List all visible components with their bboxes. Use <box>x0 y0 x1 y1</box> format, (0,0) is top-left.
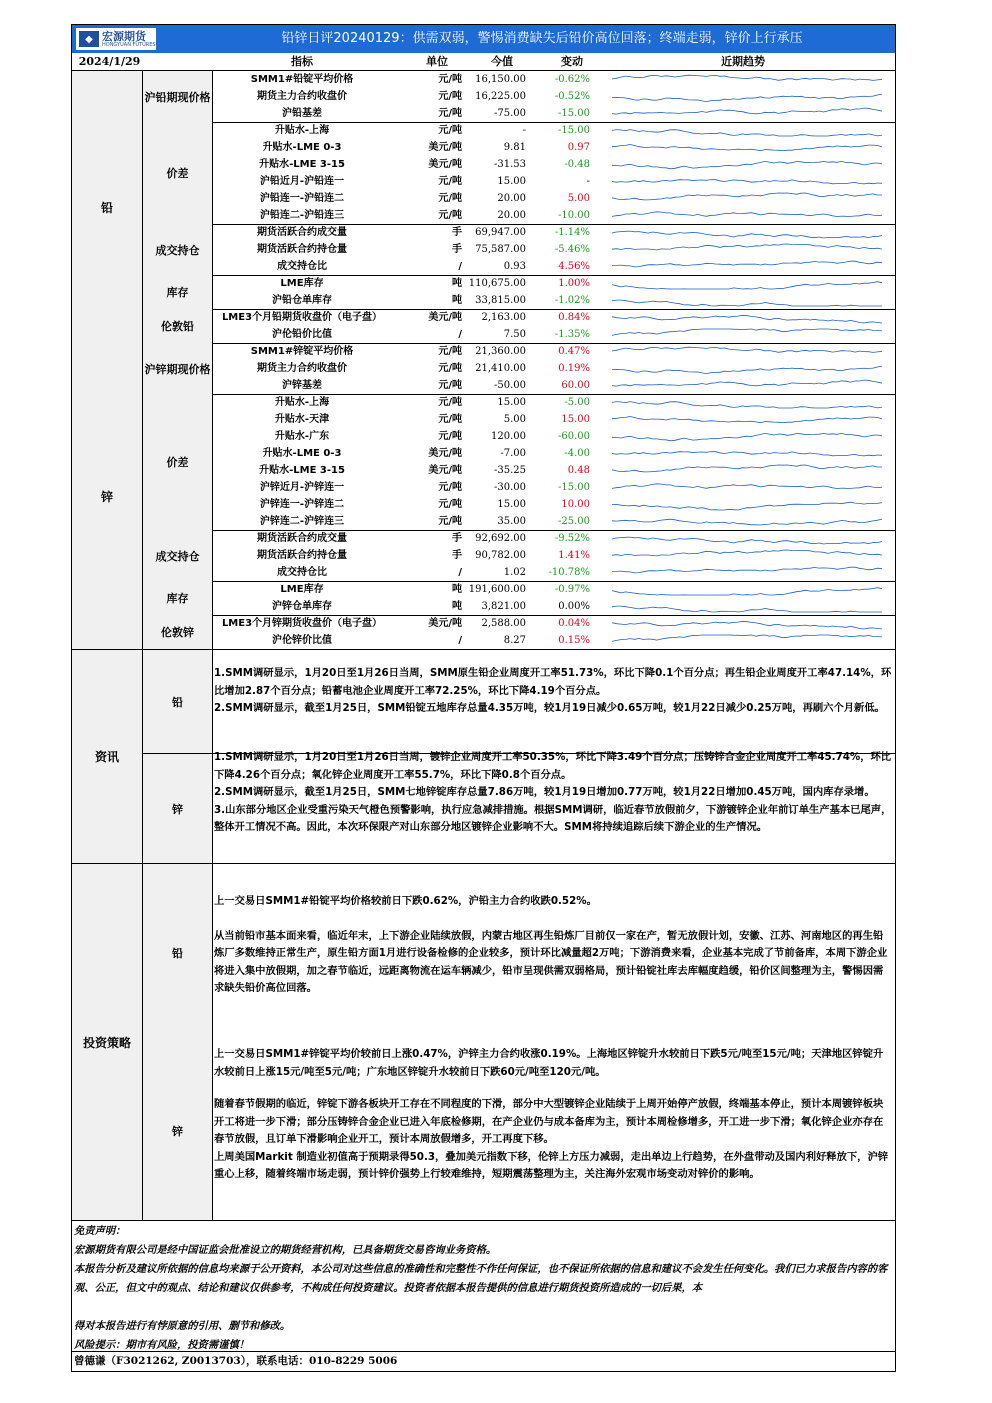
sparkline-path <box>612 244 882 250</box>
sparkline-path <box>612 108 882 114</box>
trend-sparkline <box>592 292 894 309</box>
zinc-group-label: 伦敦锌 <box>143 615 212 649</box>
indicator-unit: 吨 <box>452 295 462 306</box>
indicator-unit: 手 <box>452 227 462 238</box>
indicator-name: 升贴水-天津 <box>274 414 330 425</box>
indicator-value: 69,947.00 <box>475 227 526 238</box>
indicator-value: 120.00 <box>491 431 526 442</box>
disclaimer-line2: 本报告分析及建议所依据的信息均来源于公开资料，本公司对这些信息的准确性和完整性不作任何保证，也不保证所依据的信息和建议不会发生任何变化。我们已力求报告内容的客观、公正，但文中的观点、结论和建议仅供参考，不构成任何投资建议。投资者依据本报告提供的信息进行期货投资所造成的一切后果，本 <box>74 1263 888 1294</box>
indicator-value: 9.81 <box>503 142 526 153</box>
indicator-change: -9.52% <box>554 533 590 544</box>
indicator-change: -1.02% <box>554 295 590 306</box>
sparkline-path <box>612 261 882 267</box>
indicator-unit: 元/吨 <box>438 193 462 204</box>
trend-sparkline <box>592 479 894 496</box>
sparkline-path <box>612 347 882 352</box>
sparkline-path <box>612 635 882 641</box>
indicator-change: 0.00% <box>558 601 590 612</box>
indicator-change: -15.00 <box>557 125 590 136</box>
trend-sparkline <box>592 632 894 649</box>
indicator-name: 沪锌仓单库存 <box>272 601 332 612</box>
zinc-group-label: 库存 <box>143 581 212 615</box>
zinc-group-label: 价差 <box>143 394 212 530</box>
indicator-unit: 元/吨 <box>438 499 462 510</box>
indicator-name: 期货活跃合约成交量 <box>257 533 347 544</box>
trend-sparkline <box>592 105 894 122</box>
indicator-value: 2,163.00 <box>481 312 526 323</box>
indicator-unit: 吨 <box>452 584 462 595</box>
strategy-vline2 <box>212 864 213 1220</box>
indicator-change: 0.19% <box>558 363 590 374</box>
indicator-value: 16,225.00 <box>475 91 526 102</box>
indicator-change: 5.00 <box>567 193 590 204</box>
indicator-change: -4.00 <box>564 448 590 459</box>
strategy-zinc-text <box>214 1046 892 1201</box>
indicator-name: LME3个月锌期货收盘价（电子盘） <box>221 618 383 629</box>
indicator-change: 0.84% <box>558 312 590 323</box>
report-sheet <box>71 24 896 1372</box>
indicator-name: 沪铅连一-沪铅连二 <box>259 193 345 204</box>
indicator-value: -7.00 <box>500 448 526 459</box>
indicator-unit: 手 <box>452 533 462 544</box>
trend-sparkline <box>592 343 894 360</box>
sparkline-path <box>612 212 882 217</box>
indicator-name: 升贴水-LME 3-15 <box>259 159 345 170</box>
trend-sparkline <box>592 224 894 241</box>
indicator-change: -10.00 <box>557 210 590 221</box>
indicator-name: 沪伦铅价比值 <box>272 329 332 340</box>
strategy-label: 投资策略 <box>72 864 142 1220</box>
indicator-name: 期货活跃合约持仓量 <box>257 244 347 255</box>
indicator-name: 期货主力合约收盘价 <box>257 91 347 102</box>
indicator-name: 成交持仓比 <box>277 261 327 272</box>
strategy-lead-p1: 上一交易日SMM1#铅锭平均价格较前日下跌0.62%，沪铅主力合约收跌0.52%。 <box>214 895 597 907</box>
indicator-name: 期货主力合约收盘价 <box>257 363 347 374</box>
indicator-value: 75,587.00 <box>475 244 526 255</box>
indicator-change: -15.00 <box>557 108 590 119</box>
strategy-zinc-p1: 上一交易日SMM1#锌锭平均价较前日上涨0.47%，沪锌主力合约收涨0.19%。上海地区锌锭升水较前日下跌5元/吨至15元/吨；天津地区锌锭升水较前日上涨15元/吨至5元/吨；广东地区锌锭升水较前日下跌60元/吨至120元/吨。 <box>214 1048 884 1078</box>
indicator-value: 0.93 <box>503 261 526 272</box>
strategy-lead-text <box>214 893 892 1015</box>
trend-sparkline <box>592 173 894 190</box>
sparkline-path <box>612 282 882 289</box>
indicator-unit: 元/吨 <box>438 74 462 85</box>
trend-sparkline <box>592 71 894 88</box>
sparkline-path <box>612 519 882 525</box>
indicator-name: LME库存 <box>280 584 324 595</box>
trend-sparkline <box>592 428 894 445</box>
indicator-name: 升贴水-LME 0-3 <box>262 448 342 459</box>
indicator-unit: 元/吨 <box>438 210 462 221</box>
indicator-change: -1.35% <box>554 329 590 340</box>
trend-sparkline <box>592 564 894 581</box>
sparkline-path <box>612 193 882 200</box>
news-zinc-text: 1.SMM调研显示，1月20日至1月26日当周，镀锌企业周度开工率50.35%，环比下降3.49个百分点；压铸锌合金企业周度开工率45.74%，环比下降4.26个百分点；氧化锌企业周度开工率55.7%，环比下降0.8个百分点。 2.SMM调研显示，截至1月25日，SMM七地锌锭库存总量7.86万吨，较1月19日增加0.77万吨，较1月22日增加0.45万吨，国内库存录增。 3.山东部分地区企业受重污染天气橙色预警影响，执行应急减排措施。根据SMM调研，临近春节放假前夕，下游镀锌企业年前订单生产基本已尾声，整体开工情况不高。因此，本次环保限产对山东部分地区镀锌企业影响不大。SMM将持续追踪后续下游企业的生产情况。 <box>214 751 892 833</box>
indicator-change: 1.00% <box>558 278 590 289</box>
indicator-change: -1.14% <box>554 227 590 238</box>
indicator-unit: 元/吨 <box>438 125 462 136</box>
indicator-unit: 吨 <box>452 601 462 612</box>
indicator-name: 沪铅仓单库存 <box>272 295 332 306</box>
indicator-unit: 手 <box>452 244 462 255</box>
sparkline-path <box>612 380 882 386</box>
indicator-unit: / <box>458 567 462 578</box>
sparkline-path <box>612 484 882 489</box>
trend-sparkline <box>592 275 894 292</box>
trend-sparkline <box>592 411 894 428</box>
trend-sparkline <box>592 513 894 530</box>
strategy-lead-p2: 从当前铅市基本面来看，临近年末，上下游企业陆续放假，内蒙古地区再生铅炼厂目前仅一家在产，暂无放假计划，安徽、江苏、河南地区的再生铅炼厂多数维持正常生产，原生铅方面1月进行设备检修的企业较多，预计环比减量超2万吨；下游消费来看，企业基本完成了节前备库，本周下游企业将进入集中放假期，加之春节临近，远距离物流在运车辆减少，铅市呈现供需双弱格局，预计铅锭社库去库幅度趋缓，铅价区间整理为主，警惕因需求缺失铅价高位回落。 <box>214 929 888 994</box>
indicator-value: -30.00 <box>493 482 526 493</box>
indicator-value: 21,360.00 <box>475 346 526 357</box>
indicator-unit: 元/吨 <box>438 482 462 493</box>
trend-sparkline <box>592 241 894 258</box>
sparkline-path <box>612 231 882 238</box>
indicator-value: 7.50 <box>503 329 526 340</box>
trend-sparkline <box>592 122 894 139</box>
lead-group-label: 价差 <box>143 122 212 224</box>
indicator-value: 20.00 <box>497 210 526 221</box>
sparkline-path <box>612 465 882 472</box>
lead-group-label: 沪铅期现价格 <box>143 71 212 122</box>
indicator-value: - <box>522 125 526 136</box>
indicator-name: SMM1#锌锭平均价格 <box>250 346 354 357</box>
indicator-value: 35.00 <box>497 516 526 527</box>
company-logo <box>76 28 156 50</box>
sparkline-path <box>612 161 882 168</box>
lead-group-label: 库存 <box>143 275 212 309</box>
trend-sparkline <box>592 190 894 207</box>
zinc-group-label: 沪锌期现价格 <box>143 343 212 394</box>
indicator-change: 15.00 <box>561 414 590 425</box>
indicator-name: 升贴水-上海 <box>274 125 330 136</box>
indicator-change: -60.00 <box>557 431 590 442</box>
news-lead-label: 铅 <box>143 650 212 753</box>
indicator-name: 沪锌连二-沪锌连三 <box>259 516 345 527</box>
indicator-value: 15.00 <box>497 499 526 510</box>
sparkline-path <box>612 502 882 510</box>
indicator-value: -50.00 <box>493 380 526 391</box>
sparkline-path <box>612 550 882 556</box>
col-change: 变动 <box>561 55 583 68</box>
indicator-unit: 元/吨 <box>438 176 462 187</box>
trend-sparkline <box>592 258 894 275</box>
trend-sparkline <box>592 139 894 156</box>
trend-sparkline <box>592 530 894 547</box>
lead-group-label: 伦敦铅 <box>143 309 212 343</box>
indicator-value: 15.00 <box>497 176 526 187</box>
strategy-zinc-p2: 随着春节假期的临近，锌锭下游各板块开工存在不同程度的下滑，部分中大型镀锌企业陆续于上周开始停产放假，终端基本停止，预计本周镀锌板块开工将进一步下滑；部分压铸锌合金企业已进入年底检修期，在产企业仍与成本备库为主，预计本周检修增多，开工进一步下滑；氧化锌企业亦存在春节放假，且订单下滑影响企业开工，预计本周放假增多，开工再度下移。 上周美国Markit 制造业初值高于预期录得50.3，叠加美元指数下移，伦锌上方压力减弱，走出单边上行趋势，在外盘带动及国内利好释放下，沪锌重心上移，随着终端市场走弱，预计锌价强势上行较难维持，短期震荡整理为主，关注海外宏观市场变动对锌价的影响。 <box>214 1098 889 1180</box>
sparkline-path <box>612 366 882 374</box>
indicator-value: 33,815.00 <box>475 295 526 306</box>
lead-group-label: 成交持仓 <box>143 224 212 275</box>
sparkline-path <box>612 130 882 136</box>
zinc-group-label: 成交持仓 <box>143 530 212 581</box>
indicator-change: -0.52% <box>554 91 590 102</box>
indicator-change: 0.48 <box>567 465 590 476</box>
sparkline-path <box>612 621 882 629</box>
indicator-unit: 元/吨 <box>438 380 462 391</box>
indicator-change: 1.41% <box>558 550 590 561</box>
report-date: 2024/1/29 <box>78 55 141 68</box>
indicator-value: 110,675.00 <box>468 278 526 289</box>
indicator-name: 沪锌连一-沪锌连二 <box>259 499 345 510</box>
indicator-name: LME3个月铅期货收盘价（电子盘） <box>221 312 383 323</box>
indicator-name: SMM1#铅锭平均价格 <box>250 74 354 85</box>
indicator-change: 0.15% <box>558 635 590 646</box>
news-label: 资讯 <box>72 650 142 863</box>
indicator-change: 0.47% <box>558 346 590 357</box>
indicator-unit: 美元/吨 <box>428 142 462 153</box>
indicator-value: 191,600.00 <box>468 584 526 595</box>
zinc-section-label: 锌 <box>72 343 142 649</box>
sparkline-path <box>612 537 882 544</box>
indicator-unit: 美元/吨 <box>428 159 462 170</box>
footer-divider <box>72 1351 895 1352</box>
indicator-change: -0.48 <box>564 159 590 170</box>
trend-sparkline <box>592 547 894 564</box>
indicator-change: -25.00 <box>557 516 590 527</box>
sparkline-path <box>612 452 882 456</box>
indicator-name: 沪伦锌价比值 <box>272 635 332 646</box>
indicator-name: 升贴水-LME 0-3 <box>262 142 342 153</box>
indicator-name: 沪铅基差 <box>282 108 322 119</box>
indicator-unit: / <box>458 635 462 646</box>
strategy-divider-bottom <box>72 1220 895 1221</box>
logo-name: 宏源期货 <box>102 29 146 43</box>
indicator-value: -31.53 <box>493 159 526 170</box>
indicator-name: 升贴水-上海 <box>274 397 330 408</box>
indicator-unit: 美元/吨 <box>428 312 462 323</box>
trend-sparkline <box>592 496 894 513</box>
indicator-unit: 元/吨 <box>438 516 462 527</box>
logo-name-en: HONGYUAN FUTURES <box>102 41 156 48</box>
indicator-unit: 元/吨 <box>438 108 462 119</box>
indicator-change: 0.97 <box>567 142 590 153</box>
report-header <box>72 25 895 53</box>
trend-sparkline <box>592 615 894 632</box>
sparkline-path <box>612 402 882 408</box>
indicator-unit: 美元/吨 <box>428 448 462 459</box>
indicator-value: 90,782.00 <box>475 550 526 561</box>
disclaimer <box>74 1222 893 1355</box>
indicator-change: -10.78% <box>548 567 590 578</box>
col-today: 今值 <box>491 55 513 68</box>
indicator-value: 15.00 <box>497 397 526 408</box>
indicator-name: 成交持仓比 <box>277 567 327 578</box>
trend-sparkline <box>592 156 894 173</box>
trend-sparkline <box>592 309 894 326</box>
indicator-name: LME库存 <box>280 278 324 289</box>
col-trend: 近期趋势 <box>721 55 765 68</box>
news-lead-text: 1.SMM调研显示，1月20日至1月26日当周，SMM原生铅企业周度开工率51.73%，环比下降0.1个百分点；再生铅企业周度开工率47.14%，环比增加2.87个百分点；铅蓄电池企业周度开工率72.25%，环比下降4.19个百分点。 2.SMM调研显示，截至1月25日，SMM铅锭五地库存总量4.35万吨，较1月19日减少0.65万吨，较1月22日减少0.25万吨，再刷六个月新低。 <box>214 667 892 714</box>
indicator-value: 2,588.00 <box>481 618 526 629</box>
trend-sparkline <box>592 462 894 479</box>
disclaimer-line4: 风险提示：期市有风险，投资需谨慎！ <box>74 1339 250 1351</box>
trend-sparkline <box>592 88 894 105</box>
indicator-name: 沪铅连二-沪铅连三 <box>259 210 345 221</box>
trend-sparkline <box>592 394 894 411</box>
indicator-change: -0.62% <box>554 74 590 85</box>
indicator-unit: 元/吨 <box>438 431 462 442</box>
indicator-unit: / <box>458 261 462 272</box>
col-indicator: 指标 <box>291 55 313 68</box>
indicator-value: 3,821.00 <box>481 601 526 612</box>
indicator-value: 5.00 <box>503 414 526 425</box>
indicator-unit: 元/吨 <box>438 397 462 408</box>
strategy-lead-label: 铅 <box>143 864 212 1042</box>
trend-sparkline <box>592 377 894 394</box>
trend-sparkline <box>592 581 894 598</box>
indicator-name: 沪铅近月-沪铅连一 <box>259 176 345 187</box>
disclaimer-line3: 得对本报告进行有悖原意的引用、删节和修改。 <box>74 1320 291 1332</box>
trend-sparkline <box>592 445 894 462</box>
trend-sparkline <box>592 598 894 615</box>
sparkline-path <box>612 588 882 595</box>
indicator-unit: 手 <box>452 550 462 561</box>
indicator-name: 期货活跃合约持仓量 <box>257 550 347 561</box>
indicator-change: -0.97% <box>554 584 590 595</box>
sparkline-path <box>612 180 882 184</box>
indicator-change: 60.00 <box>561 380 590 391</box>
indicator-value: -75.00 <box>493 108 526 119</box>
sparkline-path <box>612 417 882 423</box>
news-zinc-label: 锌 <box>143 754 212 863</box>
indicator-unit: 吨 <box>452 278 462 289</box>
indicator-change: -5.46% <box>554 244 590 255</box>
indicator-change: 0.04% <box>558 618 590 629</box>
indicator-name: 期货活跃合约成交量 <box>257 227 347 238</box>
indicator-unit: 美元/吨 <box>428 465 462 476</box>
indicator-name: 沪锌近月-沪锌连一 <box>259 482 345 493</box>
indicator-value: 16,150.00 <box>475 74 526 85</box>
indicator-change: 4.56% <box>558 261 590 272</box>
logo-mark-icon: ◆ <box>79 31 99 47</box>
col-unit: 单位 <box>426 55 448 68</box>
indicator-change: - <box>586 176 590 187</box>
indicator-name: 升贴水-LME 3-15 <box>259 465 345 476</box>
indicator-name: 升贴水-广东 <box>274 431 330 442</box>
indicator-unit: 元/吨 <box>438 414 462 425</box>
indicator-value: 92,692.00 <box>475 533 526 544</box>
news-vline2 <box>212 650 213 863</box>
sparkline-path <box>612 300 882 306</box>
indicator-unit: / <box>458 329 462 340</box>
sparkline-path <box>612 433 882 440</box>
sparkline-path <box>612 606 882 612</box>
lead-section-label: 铅 <box>72 71 142 343</box>
indicator-unit: 美元/吨 <box>428 618 462 629</box>
indicator-name: 沪锌基差 <box>282 380 322 391</box>
sparkline-path <box>612 329 882 335</box>
sparkline-path <box>612 145 882 151</box>
indicator-value: -35.25 <box>493 465 526 476</box>
indicator-unit: 元/吨 <box>438 363 462 374</box>
indicator-change: -15.00 <box>557 482 590 493</box>
strategy-zinc-label: 锌 <box>143 1042 212 1220</box>
indicator-change: 10.00 <box>561 499 590 510</box>
disclaimer-title: 免责声明： <box>74 1225 126 1237</box>
sparkline-path <box>612 75 882 80</box>
indicator-value: 20.00 <box>497 193 526 204</box>
author-contact: 曾德谦（F3021262, Z0013703），联系电话：010-8229 5006 <box>74 1355 398 1367</box>
indicator-unit: 元/吨 <box>438 346 462 357</box>
sparkline-path <box>612 567 882 573</box>
trend-sparkline <box>592 207 894 224</box>
sparkline-path <box>612 94 882 102</box>
indicator-value: 1.02 <box>503 567 526 578</box>
trend-sparkline <box>592 360 894 377</box>
disclaimer-line1: 宏源期货有限公司是经中国证监会批准设立的期货经营机构，已具备期货交易咨询业务资格。 <box>74 1244 497 1256</box>
report-title: 铅锌日评20240129：供需双弱，警惕消费缺失后铅价高位回落；终端走弱，锌价上行承压 <box>281 31 803 46</box>
sparkline-path <box>612 315 882 323</box>
indicator-value: 8.27 <box>503 635 526 646</box>
indicator-unit: 元/吨 <box>438 91 462 102</box>
indicator-value: 21,410.00 <box>475 363 526 374</box>
trend-sparkline <box>592 326 894 343</box>
indicator-change: -5.00 <box>564 397 590 408</box>
